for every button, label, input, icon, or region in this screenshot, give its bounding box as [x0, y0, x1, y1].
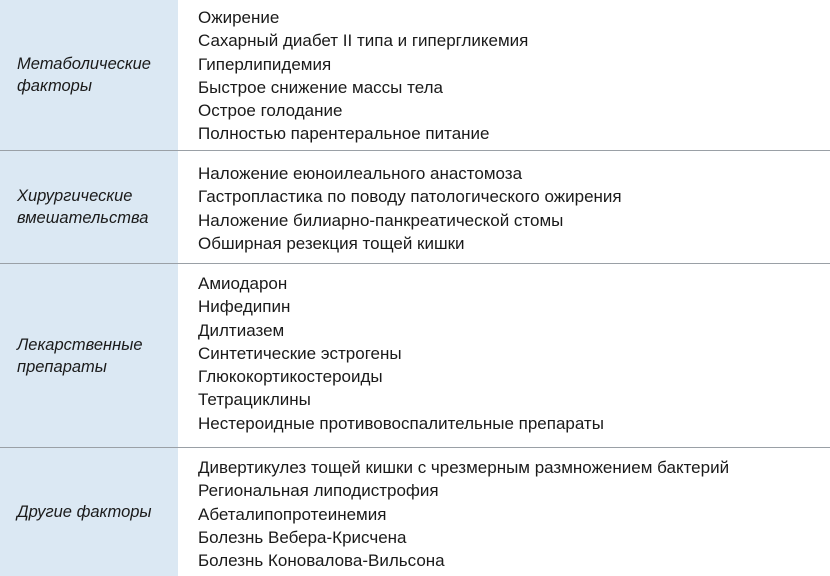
category-cell: [0, 264, 178, 447]
table-row-other: [0, 448, 830, 576]
list-item: Наложение билиарно-панкреатической стомы: [198, 210, 564, 230]
list-item: Болезнь Вебера-Крисчена: [198, 527, 407, 547]
list-item: Сахарный диабет II типа и гипергликемия: [198, 31, 529, 51]
category-label: Другие факторы: [17, 503, 152, 521]
category-label: Метаболические факторы: [17, 55, 151, 95]
list-item: Нифедипин: [198, 297, 291, 317]
table-row-surgical: [0, 151, 830, 264]
list-item: Болезнь Коновалова-Вильсона: [198, 551, 445, 571]
items-cell: [178, 151, 830, 263]
list-item: Синтетические эстрогены: [198, 343, 402, 363]
list-item: Нестероидные противовоспалительные препараты: [198, 413, 604, 433]
category-label: Хирургические вмешательства: [17, 187, 149, 227]
list-item: Наложение еюноилеального анастомоза: [198, 164, 523, 183]
category-label: Лекарственные препараты: [17, 335, 143, 376]
list-item: Ожирение: [198, 8, 280, 27]
category-cell: [0, 151, 178, 263]
list-item: Региональная липодистрофия: [198, 481, 439, 501]
table-row-metabolic: [0, 0, 830, 151]
list-item: Тетрациклины: [198, 390, 311, 410]
list-item: Амиодарон: [198, 274, 288, 293]
items-cell: [178, 0, 830, 150]
category-cell: [0, 448, 178, 576]
table-row-drugs: [0, 264, 830, 448]
list-item: Гастропластика по поводу патологического ожирения: [198, 187, 622, 207]
list-item: Быстрое снижение массы тела: [198, 77, 443, 97]
list-item: Острое голодание: [198, 101, 343, 121]
list-item: Гиперлипидемия: [198, 54, 332, 74]
items-cell: [178, 264, 830, 447]
list-item: Глюкокортикостероиды: [198, 367, 383, 387]
list-item: Дилтиазем: [198, 320, 285, 340]
category-cell: [0, 0, 178, 150]
list-item: Абеталипопротеинемия: [198, 504, 387, 524]
list-item: Обширная резекция тощей кишки: [198, 233, 465, 253]
items-cell: [178, 448, 830, 576]
list-item: Полностью парентеральное питание: [198, 124, 490, 144]
list-item: Дивертикулез тощей кишки с чрезмерным размножением бактерий: [198, 458, 730, 477]
